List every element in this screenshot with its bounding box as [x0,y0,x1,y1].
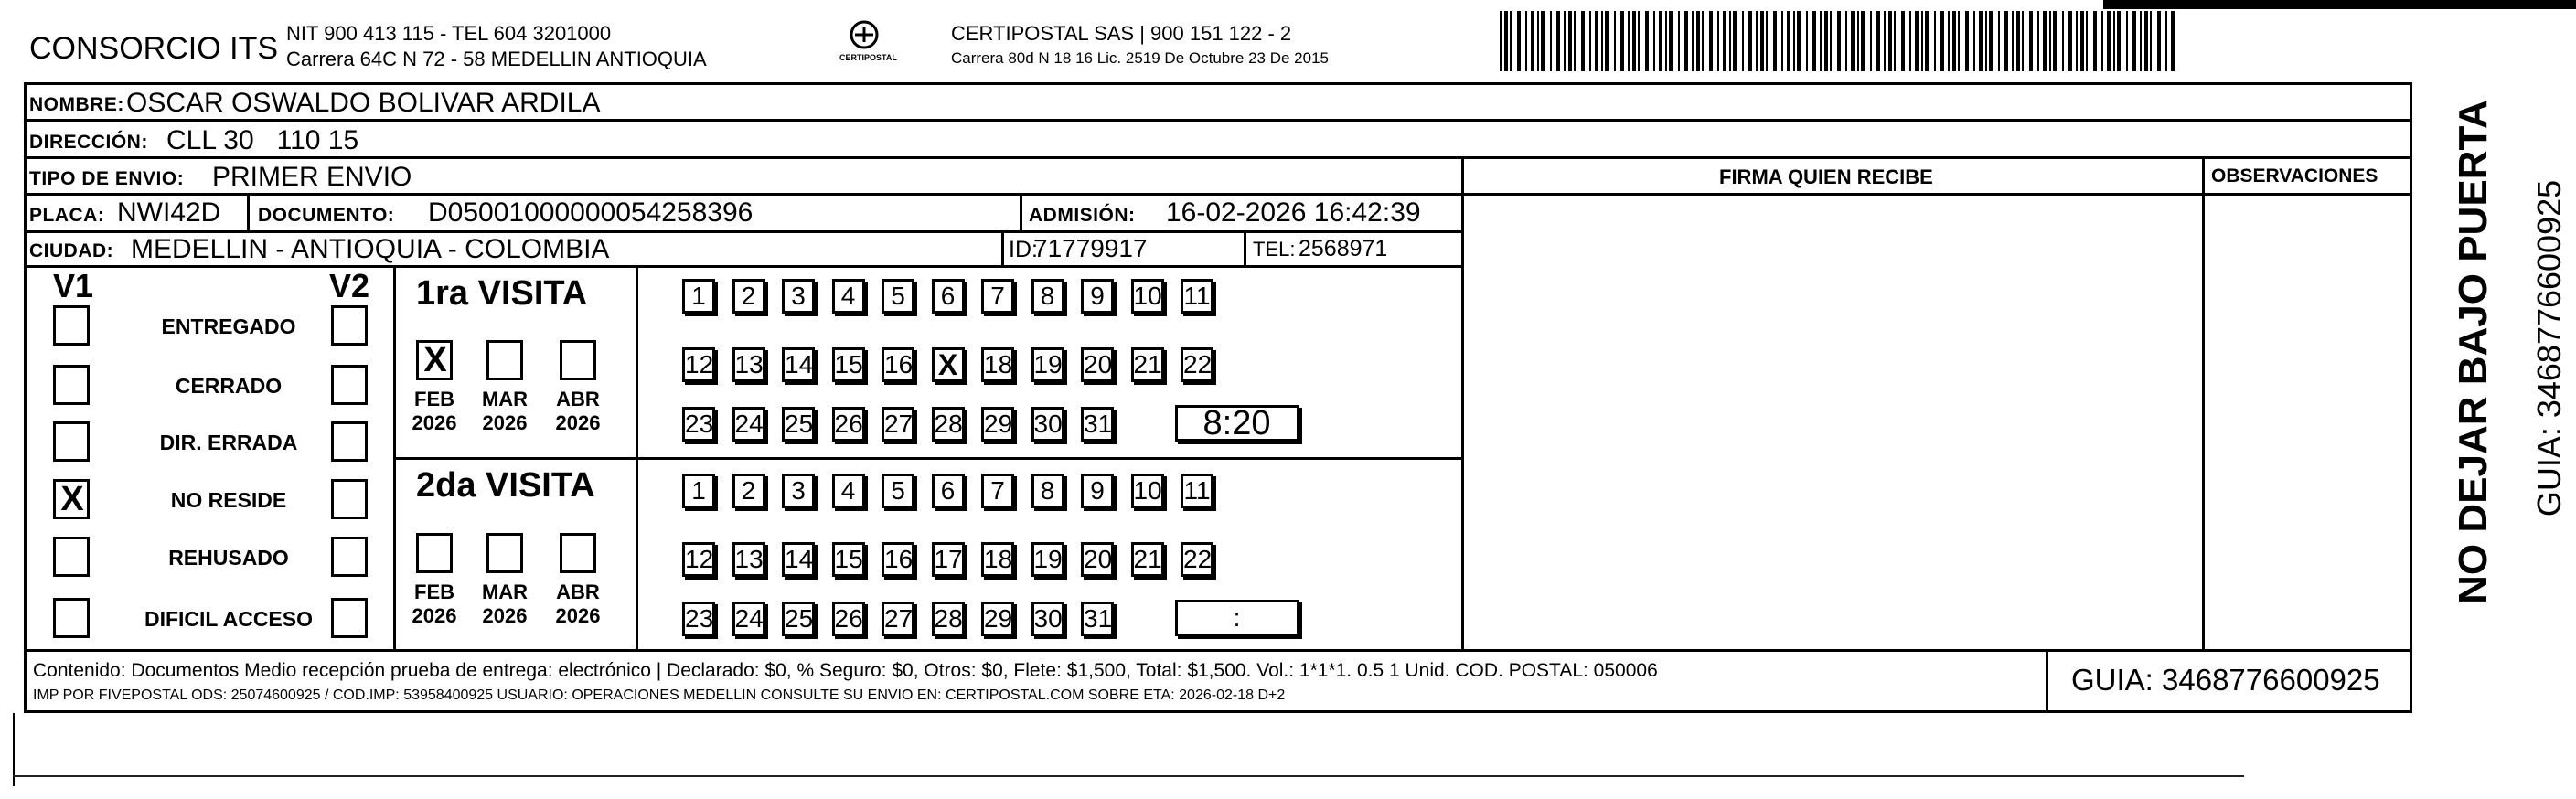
day-box[interactable]: 5 [882,279,914,314]
year-label: 2026 [412,411,457,434]
col-line [2046,649,2048,713]
day-box[interactable]: 3 [782,279,815,314]
year-label: 2026 [555,411,601,434]
day-box[interactable]: 8 [1031,279,1064,314]
observaciones-label: OBSERVACIONES [2211,165,2378,186]
month-checkbox[interactable] [486,340,523,380]
v2-label: V2 [329,267,370,304]
row-line [24,265,1461,268]
row-line [24,119,2412,122]
day-box[interactable]: 21 [1131,347,1164,382]
year-label: 2026 [482,604,528,627]
day-box[interactable]: 21 [1131,542,1164,577]
col-line [1001,230,1004,265]
day-box[interactable]: 3 [782,474,815,508]
day-box[interactable]: 14 [782,542,815,577]
company-address: Carrera 64C N 72 - 58 MEDELLIN ANTIOQUIA [286,48,707,70]
day-box[interactable]: 25 [782,602,815,636]
documento-label: DOCUMENTO: [258,205,395,226]
month-label: FEB [414,581,454,603]
day-box[interactable]: 14 [782,347,815,382]
day-box[interactable]: 6 [932,279,965,314]
placa-label: PLACA: [29,205,105,226]
month-checkbox[interactable] [416,340,453,380]
day-box[interactable]: 23 [682,602,715,636]
day-box[interactable]: 30 [1031,407,1064,442]
day-box[interactable]: 15 [832,347,865,382]
id-label: ID: [1009,237,1038,262]
tipo-envio-value: PRIMER ENVIO [212,162,412,192]
day-box[interactable]: 25 [782,407,815,442]
day-box[interactable]: 11 [1181,474,1213,508]
scan-edge [13,775,2244,777]
time-box[interactable]: 8:20 [1175,405,1299,442]
direccion-value: CLL 30 110 15 [166,125,359,155]
day-box[interactable]: 29 [981,407,1014,442]
footer-guia: GUIA: 3468776600925 [2071,663,2380,697]
carrier-name: CERTIPOSTAL SAS | 900 151 122 - 2 [951,22,1292,45]
admision-label: ADMISIÓN: [1029,205,1136,226]
day-box[interactable]: 4 [832,474,865,508]
tipo-envio-label: TIPO DE ENVIO: [29,168,185,189]
month-checkbox[interactable] [560,340,596,380]
year-label: 2026 [482,411,528,434]
day-box[interactable]: 22 [1181,347,1213,382]
footer-contenido: Contenido: Documentos Medio recepción prueba de entrega: electrónico | Declarado: $0, % Seguro: $0, Otros: $0, Flete: $1,500, Total: $1,500. Vol.: 1*1*1. 0.5 1 Unid. COD. POSTAL: 050006 [33,660,1658,681]
admision-value: 16-02-2026 16:42:39 [1166,197,1421,228]
documento-value: D05001000000054258396 [428,197,754,228]
v1-checkbox[interactable] [53,537,90,577]
day-box[interactable]: 9 [1081,474,1114,508]
month-checkbox[interactable] [416,533,453,573]
year-label: 2026 [555,604,601,627]
day-box[interactable]: 2 [732,474,765,508]
status-option-label: NO RESIDE [170,488,287,512]
day-box[interactable]: 17 [932,542,965,577]
month-checkbox[interactable] [560,533,596,573]
top-edge-strip [2103,0,2576,9]
month-label: MAR [481,388,529,410]
row-line [2202,193,2412,196]
status-option-label: REHUSADO [168,546,289,570]
day-box[interactable]: 24 [732,407,765,442]
nombre-label: NOMBRE: [29,94,124,115]
day-box[interactable]: 16 [882,542,914,577]
day-box[interactable]: 12 [682,542,715,577]
side-text [2419,100,2568,631]
v1-checkbox[interactable] [53,365,90,405]
row-line [393,457,1461,460]
day-box[interactable]: 28 [932,602,965,636]
certipostal-logo-icon [814,18,914,73]
month-label: ABR [556,581,600,603]
footer-imp: IMP POR FIVEPOSTAL ODS: 25074600925 / COD.IMP: 53958400925 USUARIO: OPERACIONES MEDELLIN CONSULTE SU ENVIO EN: CERTIPOSTAL.COM SOBRE ETA: 2026-02-18 D+2 [33,687,1286,703]
certipostal-logo [814,18,914,73]
day-box[interactable]: 19 [1031,347,1064,382]
day-box[interactable]: 18 [981,542,1014,577]
day-box[interactable]: 18 [981,347,1014,382]
day-box[interactable]: 29 [981,602,1014,636]
v1-label: V1 [53,267,94,304]
day-box[interactable]: 5 [882,474,914,508]
v1-check-mark: X [60,480,84,518]
day-box[interactable]: 22 [1181,542,1213,577]
day-box[interactable]: 11 [1181,279,1213,314]
side-warning: NO DEJAR BAJO PUERTA [2451,100,2496,604]
carrier-address: Carrera 80d N 18 16 Lic. 2519 De Octubre 23 De 2015 [951,49,1329,67]
day-box[interactable]: 2 [732,279,765,314]
v1-checkbox[interactable] [53,305,90,346]
day-box[interactable]: 13 [732,542,765,577]
direccion-label: DIRECCIÓN: [29,132,148,153]
day-box[interactable]: 9 [1081,279,1114,314]
day-box[interactable]: 16 [882,347,914,382]
row-line [24,156,2412,159]
col-line [2202,156,2205,649]
day-box[interactable]: 7 [981,474,1014,508]
barcode [1500,11,2181,71]
month-label: ABR [556,388,600,410]
day-box[interactable]: 12 [682,347,715,382]
id-value: 71779917 [1033,234,1148,262]
day-box[interactable]: 10 [1131,474,1164,508]
footer-line [24,649,2412,652]
company-name: CONSORCIO ITS [29,31,279,66]
day-box[interactable]: 13 [732,347,765,382]
month-label: MAR [481,581,529,603]
day-box[interactable]: 30 [1031,602,1064,636]
month-label: FEB [414,388,454,410]
ciudad-label: CIUDAD: [29,240,114,261]
col-line [1461,156,1464,649]
day-box[interactable]: 20 [1081,347,1114,382]
company-nit: NIT 900 413 115 - TEL 604 3201000 [286,22,612,45]
tel-value: 2568971 [1299,236,1388,261]
day-box[interactable]: 4 [832,279,865,314]
status-option-label: DIR. ERRADA [159,431,298,454]
status-option-label: DIFICIL ACCESO [144,607,313,631]
firma-label: FIRMA QUIEN RECIBE [1719,165,1933,188]
side-guia: GUIA: 3468776600925 [2530,179,2568,517]
day-box[interactable]: 7 [981,279,1014,314]
status-option-label: ENTREGADO [161,314,296,338]
v1-checkbox[interactable] [53,598,90,638]
day-box[interactable]: 24 [732,602,765,636]
barcode-graphic [1500,11,2181,71]
day-box[interactable]: 15 [832,542,865,577]
col-line [1020,193,1022,230]
day-box[interactable]: 19 [1031,542,1064,577]
col-line [1244,230,1246,265]
col-line [247,193,250,230]
day-box[interactable]: 6 [932,474,965,508]
day-box[interactable]: 28 [932,407,965,442]
logo-text: CERTIPOSTAL [839,53,897,62]
day-box[interactable]: 26 [832,407,865,442]
nombre-value: OSCAR OSWALDO BOLIVAR ARDILA [126,88,601,118]
month-checkbox[interactable] [486,533,523,573]
v1-checkbox[interactable] [53,421,90,462]
day-box[interactable]: 26 [832,602,865,636]
day-box[interactable]: 31 [1081,602,1114,636]
second-visit-label: 2da VISITA [416,466,595,505]
day-box[interactable]: 8 [1031,474,1064,508]
first-visit-label: 1ra VISITA [416,274,588,313]
status-option-label: CERRADO [175,374,283,398]
tel-label: TEL: [1253,238,1296,261]
v1-checkbox[interactable] [53,479,90,519]
day-box[interactable]: 27 [882,602,914,636]
day-box[interactable]: X [932,347,965,382]
day-box[interactable]: 27 [882,407,914,442]
month-check-mark: X [423,341,447,379]
day-box[interactable]: 1 [682,279,715,314]
day-box[interactable]: 31 [1081,407,1114,442]
placa-value: NWI42D [117,197,221,228]
day-box[interactable]: 1 [682,474,715,508]
time-box[interactable]: : [1175,600,1299,636]
day-box[interactable]: 20 [1081,542,1114,577]
day-box[interactable]: 23 [682,407,715,442]
ciudad-value: MEDELLIN - ANTIOQUIA - COLOMBIA [131,234,610,264]
year-label: 2026 [412,604,457,627]
day-box[interactable]: 10 [1131,279,1164,314]
row-line [1461,193,2202,196]
